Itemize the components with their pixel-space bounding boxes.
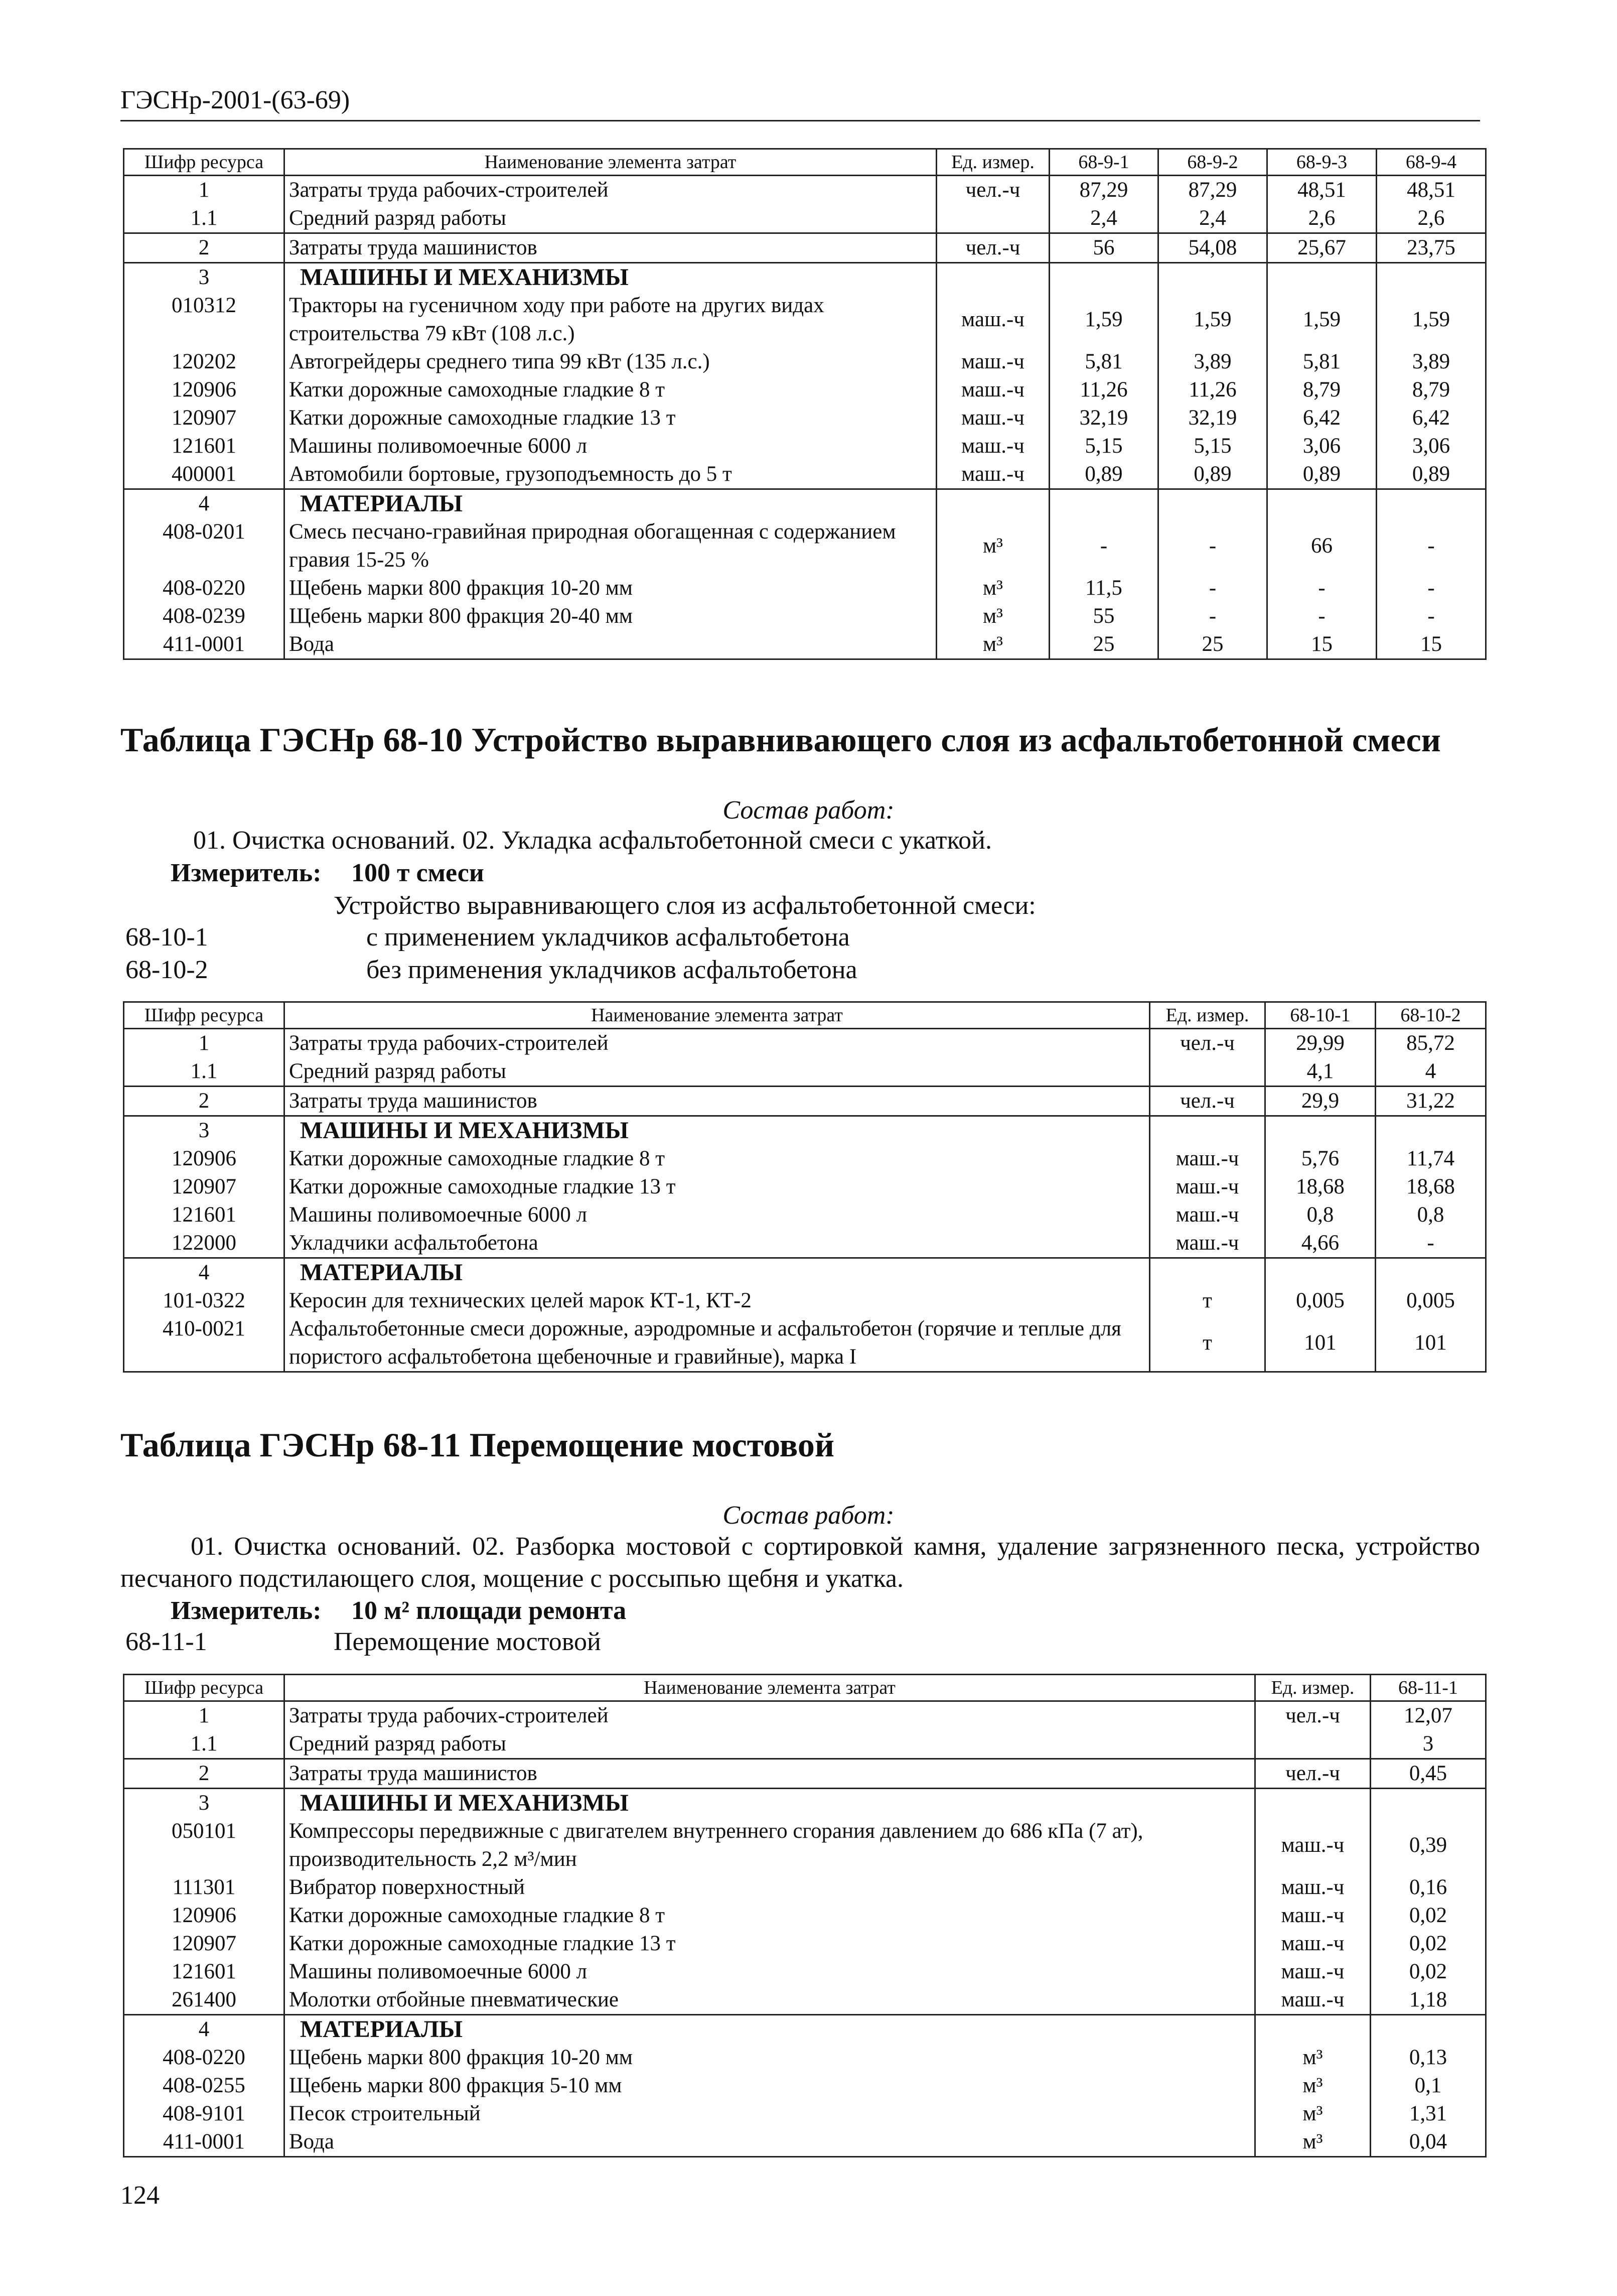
cell-value: 25 xyxy=(1050,630,1158,659)
cell-code: 1 xyxy=(124,176,284,205)
cell-code: 120907 xyxy=(124,1173,284,1201)
table-row xyxy=(124,630,1486,659)
col-68-9-4: 68-9-4 xyxy=(1377,149,1486,176)
cell-code: 400001 xyxy=(124,460,284,489)
table-row xyxy=(124,2044,1486,2072)
cell-value: 3 xyxy=(1371,1730,1486,1759)
cell-name: Щебень марки 800 фракция 10-20 мм xyxy=(284,574,937,602)
cell-value: 2,6 xyxy=(1377,204,1486,233)
cell-value: 3,06 xyxy=(1377,432,1486,460)
cell-code: 010312 xyxy=(124,292,284,348)
item-text: с применением укладчиков асфальтобетона xyxy=(366,923,850,952)
table-row xyxy=(124,1315,1486,1372)
table-row xyxy=(124,1986,1486,2015)
cell-code: 120906 xyxy=(124,376,284,404)
cell-unit: м³ xyxy=(937,602,1050,630)
table-row xyxy=(124,404,1486,432)
cell-value: - xyxy=(1376,1229,1486,1258)
section-title-68-10: Таблица ГЭСНр 68-10 Устройство выравнивающего слоя из асфальтобетонной смеси xyxy=(120,721,1441,759)
cell-value: 0,13 xyxy=(1371,2044,1486,2072)
cell-name: Затраты труда рабочих-строителей xyxy=(284,1029,1150,1058)
composition-label: Состав работ: xyxy=(722,1501,895,1530)
table-row xyxy=(124,204,1486,233)
cell-unit: маш.-ч xyxy=(937,404,1050,432)
cell-value: 15 xyxy=(1267,630,1377,659)
meter-value: 10 м² площади ремонта xyxy=(351,1596,627,1625)
cell-value: 0,04 xyxy=(1371,2128,1486,2157)
cell-name: Смесь песчано-гравийная природная обогащенная с содержанием гравия 15-25 % xyxy=(284,518,937,574)
cell-code: 121601 xyxy=(124,432,284,460)
cell-unit: маш.-ч xyxy=(1255,1902,1371,1930)
cell-code: 050101 xyxy=(124,1817,284,1873)
cell-name: Катки дорожные самоходные гладкие 13 т xyxy=(284,1930,1255,1958)
section-heading: МАШИНЫ И МЕХАНИЗМЫ xyxy=(284,1116,1150,1145)
composition-text: 01. Очистка оснований. 02. Укладка асфальтобетонной смеси с укаткой. xyxy=(193,826,992,855)
cell-value xyxy=(1376,1258,1486,1287)
cell-unit xyxy=(1255,2015,1371,2044)
col-68-11-1: 68-11-1 xyxy=(1371,1675,1486,1701)
cell-value: 1,18 xyxy=(1371,1986,1486,2015)
col-68-10-1: 68-10-1 xyxy=(1265,1002,1376,1029)
table-row xyxy=(124,1730,1486,1759)
table-row xyxy=(124,518,1486,574)
cell-value: - xyxy=(1267,574,1377,602)
table-row xyxy=(124,2100,1486,2128)
cell-value: 31,22 xyxy=(1376,1087,1486,1116)
cell-value: - xyxy=(1158,574,1267,602)
cell-value xyxy=(1267,263,1377,292)
cell-value xyxy=(1377,489,1486,518)
item-text: без применения укладчиков асфальтобетона xyxy=(366,956,857,984)
cell-value: - xyxy=(1377,602,1486,630)
cell-name: Затраты труда машинистов xyxy=(284,1087,1150,1116)
cell-value: 1,59 xyxy=(1377,292,1486,348)
cell-value: 1,59 xyxy=(1050,292,1158,348)
cell-value: 0,02 xyxy=(1371,1902,1486,1930)
composition-label: Состав работ: xyxy=(722,796,895,825)
cell-value: - xyxy=(1050,518,1158,574)
cell-value: 0,02 xyxy=(1371,1930,1486,1958)
cell-value: 0,45 xyxy=(1371,1759,1486,1789)
meter-label: Измеритель: xyxy=(171,1596,322,1625)
cell-unit: чел.-ч xyxy=(937,176,1050,205)
cell-name: Автогрейдеры среднего типа 99 кВт (135 л.с.) xyxy=(284,348,937,376)
meter-label: Измеритель: xyxy=(171,859,322,887)
cell-name: Затраты труда рабочих-строителей xyxy=(284,176,937,205)
cell-code: 408-0220 xyxy=(124,574,284,602)
cell-code: 121601 xyxy=(124,1201,284,1229)
cell-value: 11,26 xyxy=(1050,376,1158,404)
cell-value: 48,51 xyxy=(1377,176,1486,205)
cell-value: 11,26 xyxy=(1158,376,1267,404)
cell-value: 0,89 xyxy=(1050,460,1158,489)
col-name-header: Наименование элемента затрат xyxy=(284,149,937,176)
cell-value xyxy=(1267,489,1377,518)
col-68-9-2: 68-9-2 xyxy=(1158,149,1267,176)
cell-value: 66 xyxy=(1267,518,1377,574)
cell-unit: м³ xyxy=(937,630,1050,659)
table-row xyxy=(124,1029,1486,1058)
cell-value: 5,81 xyxy=(1267,348,1377,376)
cell-value: 6,42 xyxy=(1267,404,1377,432)
cell-value: 5,15 xyxy=(1050,432,1158,460)
cell-code: 408-0201 xyxy=(124,518,284,574)
cell-value: - xyxy=(1158,602,1267,630)
cell-code: 1.1 xyxy=(124,204,284,233)
cell-unit xyxy=(937,489,1050,518)
cell-value: 2,4 xyxy=(1050,204,1158,233)
cell-name: Машины поливомоечные 6000 л xyxy=(284,432,937,460)
col-unit-header: Ед. измер. xyxy=(937,149,1050,176)
table-row xyxy=(124,233,1486,263)
cell-value: 25,67 xyxy=(1267,233,1377,263)
cell-value: 55 xyxy=(1050,602,1158,630)
col-code-header: Шифр ресурса xyxy=(124,1675,284,1701)
table-row xyxy=(124,376,1486,404)
cell-code: 2 xyxy=(124,233,284,263)
cell-code: 111301 xyxy=(124,1873,284,1902)
cell-value: 2,6 xyxy=(1267,204,1377,233)
cell-unit xyxy=(1255,1730,1371,1759)
table-row xyxy=(124,1789,1486,1818)
table-row xyxy=(124,1145,1486,1173)
cell-name: Затраты труда машинистов xyxy=(284,233,937,263)
cell-name: Щебень марки 800 фракция 20-40 мм xyxy=(284,602,937,630)
cell-code: 2 xyxy=(124,1759,284,1789)
cell-name: Тракторы на гусеничном ходу при работе на других видах строительства 79 кВт (108 л.с.) xyxy=(284,292,937,348)
table-68-11 xyxy=(123,1674,1487,2157)
page-number: 124 xyxy=(120,2181,160,2210)
cell-name: Машины поливомоечные 6000 л xyxy=(284,1958,1255,1986)
cell-unit xyxy=(1255,1789,1371,1818)
cell-unit: чел.-ч xyxy=(937,233,1050,263)
cell-value: 5,76 xyxy=(1265,1145,1376,1173)
cell-unit: маш.-ч xyxy=(1150,1229,1265,1258)
cell-value: 54,08 xyxy=(1158,233,1267,263)
cell-code: 1.1 xyxy=(124,1057,284,1087)
cell-value: 3,89 xyxy=(1377,348,1486,376)
col-68-10-2: 68-10-2 xyxy=(1376,1002,1486,1029)
cell-name: Щебень марки 800 фракция 5-10 мм xyxy=(284,2072,1255,2100)
cell-name: Автомобили бортовые, грузоподъемность до 5 т xyxy=(284,460,937,489)
table-68-10 xyxy=(123,1001,1487,1373)
cell-code: 410-0021 xyxy=(124,1315,284,1372)
section-title-68-11: Таблица ГЭСНр 68-11 Перемощение мостовой xyxy=(120,1426,835,1464)
cell-value xyxy=(1158,263,1267,292)
meter-value: 100 т смеси xyxy=(351,859,484,887)
cell-code: 1 xyxy=(124,1701,284,1730)
cell-name: Вибратор поверхностный xyxy=(284,1873,1255,1902)
cell-name: Вода xyxy=(284,630,937,659)
cell-value: 0,02 xyxy=(1371,1958,1486,1986)
cell-value: 5,15 xyxy=(1158,432,1267,460)
table-68-9 xyxy=(123,148,1487,660)
cell-value: 18,68 xyxy=(1265,1173,1376,1201)
section-heading: МАТЕРИАЛЫ xyxy=(284,1258,1150,1287)
cell-value: 0,8 xyxy=(1265,1201,1376,1229)
table-row xyxy=(124,1287,1486,1315)
cell-name: Песок строительный xyxy=(284,2100,1255,2128)
cell-code: 408-0220 xyxy=(124,2044,284,2072)
cell-unit: маш.-ч xyxy=(1255,1930,1371,1958)
cell-unit: м³ xyxy=(937,574,1050,602)
col-68-9-3: 68-9-3 xyxy=(1267,149,1377,176)
cell-unit xyxy=(1150,1258,1265,1287)
table-row xyxy=(124,602,1486,630)
section-heading: МАТЕРИАЛЫ xyxy=(284,2015,1255,2044)
cell-unit: маш.-ч xyxy=(937,460,1050,489)
cell-unit: маш.-ч xyxy=(937,292,1050,348)
col-68-9-1: 68-9-1 xyxy=(1050,149,1158,176)
table-row xyxy=(124,1930,1486,1958)
cell-name: Катки дорожные самоходные гладкие 8 т xyxy=(284,1902,1255,1930)
cell-unit: чел.-ч xyxy=(1150,1087,1265,1116)
table-row xyxy=(124,1759,1486,1789)
cell-unit: т xyxy=(1150,1287,1265,1315)
cell-value: 29,99 xyxy=(1265,1029,1376,1058)
table-row xyxy=(124,1173,1486,1201)
cell-value: 101 xyxy=(1265,1315,1376,1372)
table-row xyxy=(124,1229,1486,1258)
table-row xyxy=(124,176,1486,205)
cell-value: - xyxy=(1377,518,1486,574)
col-unit-header: Ед. измер. xyxy=(1150,1002,1265,1029)
cell-code: 1.1 xyxy=(124,1730,284,1759)
cell-unit xyxy=(937,263,1050,292)
composition-text: 01. Очистка оснований. 02. Разборка мостовой с сортировкой камня, удаление загрязненного песка, устройство песчаного подстилающего слоя, мощение с россыпью щебня и укатка. xyxy=(120,1532,1480,1593)
cell-value: 0,39 xyxy=(1371,1817,1486,1873)
cell-code: 122000 xyxy=(124,1229,284,1258)
table-row xyxy=(124,1873,1486,1902)
cell-code: 1 xyxy=(124,1029,284,1058)
cell-value xyxy=(1376,1116,1486,1145)
cell-value: 0,16 xyxy=(1371,1873,1486,1902)
cell-value: - xyxy=(1377,574,1486,602)
cell-unit: маш.-ч xyxy=(937,432,1050,460)
cell-value: 1,59 xyxy=(1158,292,1267,348)
cell-code: 3 xyxy=(124,1116,284,1145)
cell-unit: м³ xyxy=(937,518,1050,574)
cell-unit: маш.-ч xyxy=(1255,1986,1371,2015)
cell-value: 32,19 xyxy=(1050,404,1158,432)
cell-name: Затраты труда рабочих-строителей xyxy=(284,1701,1255,1730)
cell-value: 3,89 xyxy=(1158,348,1267,376)
cell-name: Средний разряд работы xyxy=(284,1730,1255,1759)
cell-code: 121601 xyxy=(124,1958,284,1986)
cell-value: 6,42 xyxy=(1377,404,1486,432)
cell-value: 0,8 xyxy=(1376,1201,1486,1229)
table-row xyxy=(124,1258,1486,1287)
cell-value: 85,72 xyxy=(1376,1029,1486,1058)
cell-unit: маш.-ч xyxy=(937,376,1050,404)
cell-value: 29,9 xyxy=(1265,1087,1376,1116)
cell-code: 120906 xyxy=(124,1902,284,1930)
work-title: Устройство выравнивающего слоя из асфальтобетонной смеси: xyxy=(334,891,1036,920)
cell-code: 261400 xyxy=(124,1986,284,2015)
cell-code: 2 xyxy=(124,1087,284,1116)
table-row xyxy=(124,2072,1486,2100)
cell-value: 1,59 xyxy=(1267,292,1377,348)
table-row xyxy=(124,574,1486,602)
cell-value xyxy=(1265,1258,1376,1287)
cell-code: 411-0001 xyxy=(124,630,284,659)
cell-unit xyxy=(937,204,1050,233)
table-row xyxy=(124,1087,1486,1116)
cell-unit: т xyxy=(1150,1315,1265,1372)
cell-unit: м³ xyxy=(1255,2100,1371,2128)
cell-unit: чел.-ч xyxy=(1150,1029,1265,1058)
cell-code: 3 xyxy=(124,1789,284,1818)
cell-name: Асфальтобетонные смеси дорожные, аэродромные и асфальтобетон (горячие и теплые для пористого асфальтобетона щебеночные и гравийные), марка I xyxy=(284,1315,1150,1372)
cell-code: 101-0322 xyxy=(124,1287,284,1315)
col-code-header: Шифр ресурса xyxy=(124,149,284,176)
cell-unit: м³ xyxy=(1255,2044,1371,2072)
cell-value xyxy=(1050,489,1158,518)
cell-name: Катки дорожные самоходные гладкие 13 т xyxy=(284,404,937,432)
cell-value: 25 xyxy=(1158,630,1267,659)
table-row xyxy=(124,263,1486,292)
col-name-header: Наименование элемента затрат xyxy=(284,1002,1150,1029)
cell-value: 4 xyxy=(1376,1057,1486,1087)
cell-value: 1,31 xyxy=(1371,2100,1486,2128)
cell-value: 8,79 xyxy=(1267,376,1377,404)
cell-value xyxy=(1158,489,1267,518)
col-name-header: Наименование элемента затрат xyxy=(284,1675,1255,1701)
cell-value: 4,66 xyxy=(1265,1229,1376,1258)
table-row xyxy=(124,1902,1486,1930)
cell-name: Катки дорожные самоходные гладкие 13 т xyxy=(284,1173,1150,1201)
item-code: 68-10-2 xyxy=(125,956,208,984)
cell-code: 3 xyxy=(124,263,284,292)
cell-value: 5,81 xyxy=(1050,348,1158,376)
cell-code: 4 xyxy=(124,2015,284,2044)
table-row xyxy=(124,2128,1486,2157)
cell-value: 11,5 xyxy=(1050,574,1158,602)
cell-value: 0,89 xyxy=(1267,460,1377,489)
cell-value: 8,79 xyxy=(1377,376,1486,404)
cell-code: 4 xyxy=(124,1258,284,1287)
cell-value: 18,68 xyxy=(1376,1173,1486,1201)
cell-unit: м³ xyxy=(1255,2072,1371,2100)
cell-value: 23,75 xyxy=(1377,233,1486,263)
cell-name: Молотки отбойные пневматические xyxy=(284,1986,1255,2015)
cell-unit: м³ xyxy=(1255,2128,1371,2157)
cell-value xyxy=(1371,1789,1486,1818)
cell-unit: маш.-ч xyxy=(1255,1958,1371,1986)
cell-name: Укладчики асфальтобетона xyxy=(284,1229,1150,1258)
cell-name: Затраты труда машинистов xyxy=(284,1759,1255,1789)
table-row xyxy=(124,489,1486,518)
cell-code: 4 xyxy=(124,489,284,518)
table-row xyxy=(124,1116,1486,1145)
cell-name: Вода xyxy=(284,2128,1255,2157)
table-row xyxy=(124,432,1486,460)
cell-value xyxy=(1265,1116,1376,1145)
cell-name: Катки дорожные самоходные гладкие 8 т xyxy=(284,376,937,404)
cell-value: 15 xyxy=(1377,630,1486,659)
cell-value: 87,29 xyxy=(1050,176,1158,205)
table-row xyxy=(124,292,1486,348)
table-row xyxy=(124,1201,1486,1229)
section-heading: МАТЕРИАЛЫ xyxy=(284,489,937,518)
table-row xyxy=(124,1958,1486,1986)
cell-value xyxy=(1050,263,1158,292)
cell-value xyxy=(1371,2015,1486,2044)
cell-value: 101 xyxy=(1376,1315,1486,1372)
cell-value: 2,4 xyxy=(1158,204,1267,233)
cell-name: Компрессоры передвижные с двигателем внутреннего сгорания давлением до 686 кПа (7 ат), производительность 2,2 м³/мин xyxy=(284,1817,1255,1873)
page-header: ГЭСНр-2001-(63-69) xyxy=(120,85,1480,121)
table-row xyxy=(124,1057,1486,1087)
cell-value: 11,74 xyxy=(1376,1145,1486,1173)
cell-value: 0,89 xyxy=(1158,460,1267,489)
cell-code: 408-0255 xyxy=(124,2072,284,2100)
cell-name: Керосин для технических целей марок КТ-1, КТ-2 xyxy=(284,1287,1150,1315)
cell-value: 32,19 xyxy=(1158,404,1267,432)
col-code-header: Шифр ресурса xyxy=(124,1002,284,1029)
col-unit-header: Ед. измер. xyxy=(1255,1675,1371,1701)
cell-unit xyxy=(1150,1057,1265,1087)
cell-unit: маш.-ч xyxy=(1255,1873,1371,1902)
cell-name: Машины поливомоечные 6000 л xyxy=(284,1201,1150,1229)
cell-unit xyxy=(1150,1116,1265,1145)
cell-name: Средний разряд работы xyxy=(284,204,937,233)
cell-code: 120906 xyxy=(124,1145,284,1173)
section-heading: МАШИНЫ И МЕХАНИЗМЫ xyxy=(284,263,937,292)
cell-code: 120907 xyxy=(124,404,284,432)
cell-unit: маш.-ч xyxy=(1150,1201,1265,1229)
cell-code: 408-0239 xyxy=(124,602,284,630)
cell-code: 120202 xyxy=(124,348,284,376)
cell-unit: маш.-ч xyxy=(1150,1173,1265,1201)
cell-value: 0,1 xyxy=(1371,2072,1486,2100)
cell-value: - xyxy=(1267,602,1377,630)
cell-name: Щебень марки 800 фракция 10-20 мм xyxy=(284,2044,1255,2072)
cell-value: 87,29 xyxy=(1158,176,1267,205)
cell-value: 48,51 xyxy=(1267,176,1377,205)
cell-unit: чел.-ч xyxy=(1255,1759,1371,1789)
cell-name: Катки дорожные самоходные гладкие 8 т xyxy=(284,1145,1150,1173)
cell-code: 408-9101 xyxy=(124,2100,284,2128)
table-row xyxy=(124,348,1486,376)
item-code: 68-10-1 xyxy=(125,923,208,952)
table-row xyxy=(124,1701,1486,1730)
cell-unit: чел.-ч xyxy=(1255,1701,1371,1730)
table-row xyxy=(124,2015,1486,2044)
cell-code: 411-0001 xyxy=(124,2128,284,2157)
cell-value: 4,1 xyxy=(1265,1057,1376,1087)
cell-value xyxy=(1377,263,1486,292)
cell-value: 0,89 xyxy=(1377,460,1486,489)
cell-value: 0,005 xyxy=(1265,1287,1376,1315)
cell-unit: маш.-ч xyxy=(1255,1817,1371,1873)
table-row xyxy=(124,460,1486,489)
cell-name: Средний разряд работы xyxy=(284,1057,1150,1087)
item-code: 68-11-1 xyxy=(125,1628,207,1656)
cell-unit: маш.-ч xyxy=(1150,1145,1265,1173)
cell-code: 120907 xyxy=(124,1930,284,1958)
item-text: Перемощение мостовой xyxy=(334,1628,601,1656)
cell-unit: маш.-ч xyxy=(937,348,1050,376)
cell-value: 12,07 xyxy=(1371,1701,1486,1730)
cell-value: 0,005 xyxy=(1376,1287,1486,1315)
section-heading: МАШИНЫ И МЕХАНИЗМЫ xyxy=(284,1789,1255,1818)
cell-value: 3,06 xyxy=(1267,432,1377,460)
cell-value: 56 xyxy=(1050,233,1158,263)
cell-value: - xyxy=(1158,518,1267,574)
table-row xyxy=(124,1817,1486,1873)
